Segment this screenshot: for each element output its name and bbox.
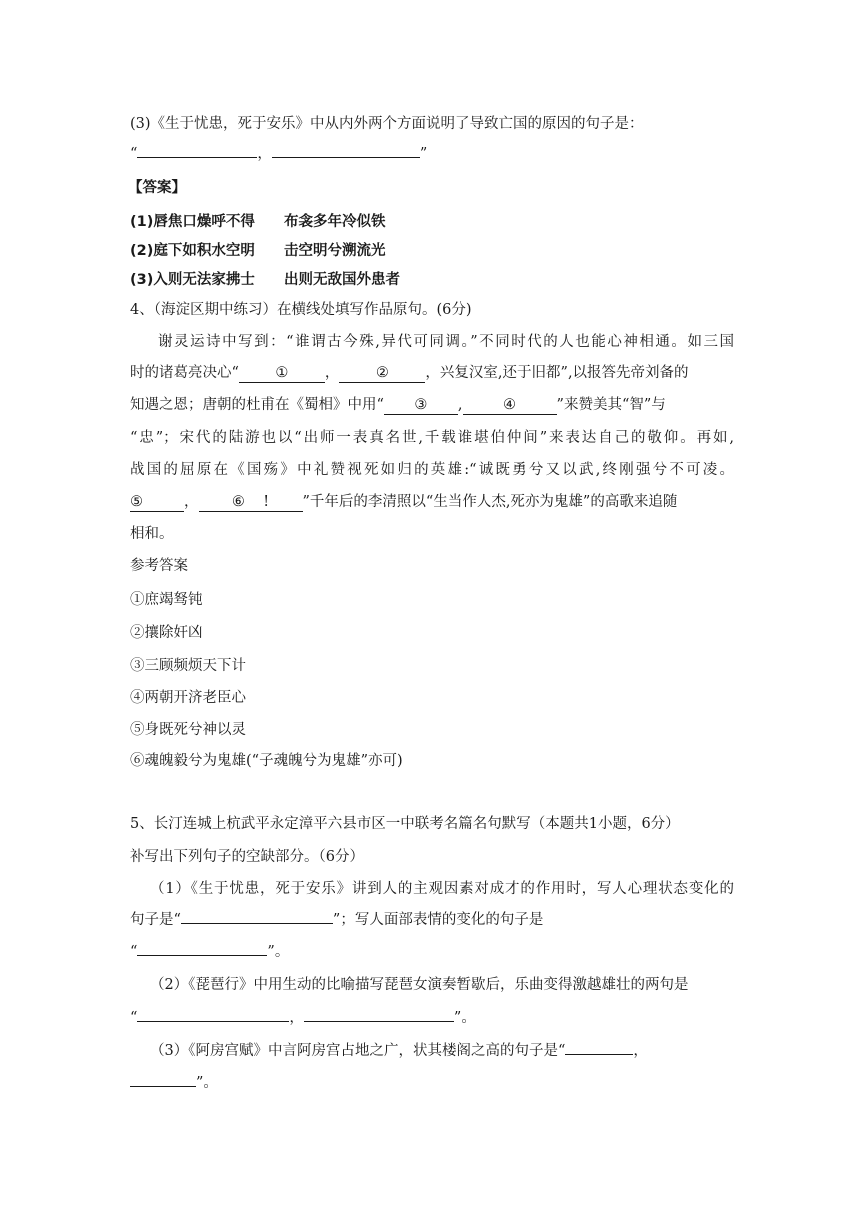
q4-paragraph-line: 时的诸葛亮决心“ ① ， ② ，兴复汉室,还于旧都”,以报答先帝刘备的 [130, 365, 689, 381]
q5-item-1-line: “ ”。 [130, 944, 290, 960]
q4-paragraph-line: “忠”；宋代的陆游也以“出师一表真名世,千载谁堪伯仲间”来表达自己的敬仰。再如, [130, 430, 734, 446]
answer-blank[interactable] [304, 1021, 454, 1022]
answer-blank[interactable] [130, 1086, 196, 1087]
reference-answer: ④两朝开济老臣心 [130, 690, 246, 706]
q5-item-1-line: 句子是“ ”；写人面部表情的变化的句子是 [130, 912, 544, 928]
q5-subheading: 补写出下列句子的空缺部分。（6分） [130, 849, 364, 865]
q4-paragraph-line: ⑤ ， ⑥ ! ”千年后的李清照以“生当作人杰,死亦为鬼雄”的高歌来追随 [130, 494, 678, 510]
q4-heading: 4、（海淀区期中练习）在横线处填写作品原句。(6分) [130, 302, 472, 318]
answer-blank[interactable] [565, 1054, 633, 1055]
answer-line: (1)唇焦口燥呼不得 布衾多年冷似铁 [130, 214, 386, 230]
reference-answer: ①庶竭驽钝 [130, 592, 203, 608]
reference-answer-heading: 参考答案 [130, 558, 188, 574]
answer-line: (2)庭下如积水空明 击空明兮溯流光 [130, 243, 386, 259]
answer-blank[interactable] [137, 955, 267, 956]
reference-answer: ③三顾频烦天下计 [130, 658, 246, 674]
q5-item-3-line: ”。 [130, 1073, 734, 1093]
reference-answer: ⑤身既死兮神以灵 [130, 722, 246, 738]
answer-blank[interactable] [181, 923, 333, 924]
answer-blank[interactable] [137, 157, 257, 158]
q4-paragraph-line: 相和。 [130, 526, 174, 542]
blank-4[interactable]: ④ [463, 397, 557, 415]
reference-answer: ⑥魂魄毅兮为鬼雄(“子魂魄兮为鬼雄”亦可) [130, 753, 403, 769]
q5-item-2-line: （2）《琵琶行》中用生动的比喻描写琵琶女演奏暂歇后，乐曲变得激越雄壮的两句是 [150, 977, 689, 993]
q5-item-3-line: （3）《阿房宫赋》中言阿房宫占地之广，状其楼阁之高的句子是“ ， [150, 1043, 648, 1059]
answer-line: (3)入则无法家拂士 出则无敌国外患者 [130, 272, 400, 288]
q5-item-2-line: “ ， ”。 [130, 1010, 476, 1026]
answer-heading: 【答案】 [128, 180, 186, 196]
q4-paragraph-line: 谢灵运诗中写到：“谁谓古今殊,异代可同调。”不同时代的人也能心神相通。如三国 [158, 334, 734, 350]
q3-part3-prompt: (3)《生于忧患，死于安乐》中从内外两个方面说明了导致亡国的原因的句子是： [130, 116, 644, 132]
q5-item-1-line: （1）《生于忧患，死于安乐》讲到人的主观因素对成才的作用时，写人心理状态变化的 [150, 881, 734, 897]
blank-1[interactable]: ① [239, 365, 325, 383]
q3-part3-blank-line: “ ， ” [130, 146, 428, 162]
blank-2[interactable]: ② [339, 365, 425, 383]
q5-heading: 5、长汀连城上杭武平永定漳平六县市区一中联考名篇名句默写（本题共1小题，6分） [130, 816, 680, 832]
blank-5[interactable]: ⑤ [130, 494, 184, 512]
reference-answer: ②攘除奸凶 [130, 625, 203, 641]
q4-paragraph-line: 知遇之恩；唐朝的杜甫在《蜀相》中用“ ③ , ④ ”来赞美其“智”与 [130, 397, 666, 413]
blank-6[interactable]: ⑥ ! [199, 494, 303, 512]
answer-blank[interactable] [137, 1021, 289, 1022]
q4-paragraph-line: 战国的屈原在《国殇》中礼赞视死如归的英雄:“诚既勇兮又以武,终刚强兮不可凌。 [130, 462, 734, 478]
blank-3[interactable]: ③ [384, 397, 458, 415]
answer-blank[interactable] [272, 157, 420, 158]
